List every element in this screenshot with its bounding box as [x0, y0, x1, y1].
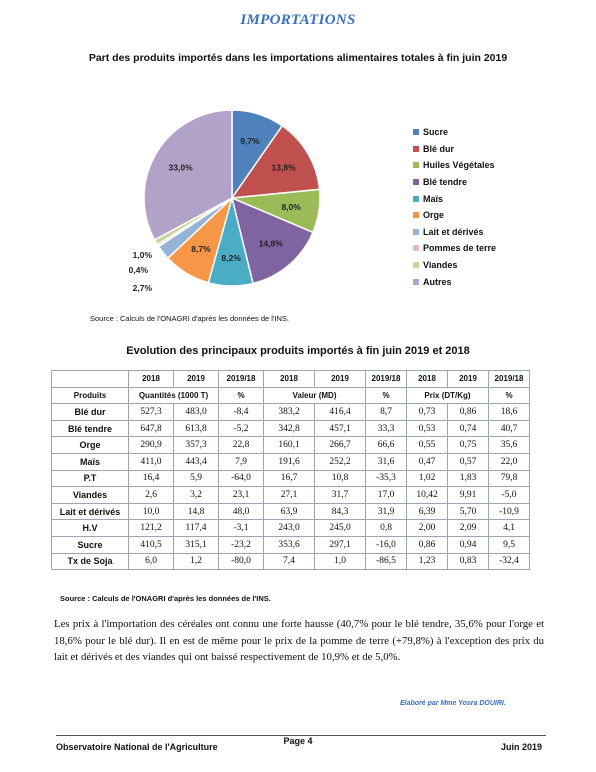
table-row [52, 470, 530, 487]
table-cell: 22,0 [489, 453, 530, 470]
slice-label: 2,7% [132, 283, 152, 293]
footer-date: Juin 2019 [500, 742, 542, 752]
analysis-paragraph: Les prix à l'importation des céréales ont connu une forte hausse (40,7% pour le blé tendre, 35,6% pour l'orge et 18,6% pour le blé dur). Il en est de même pour le prix de la pomme de terre (+79,8%) à l'exception des prix du lait et dérivés et des viandes qui ont baissé respectivement de 10,9% et de 5,0%. [54, 618, 544, 663]
table-cell: -64,0 [219, 470, 264, 487]
table-cell: -5,0 [489, 487, 530, 504]
table-cell: 383,2 [264, 404, 315, 421]
table-cell: 40,7 [489, 420, 530, 437]
legend-swatch [413, 245, 419, 251]
table-cell: 16,7 [264, 470, 315, 487]
header-quantites: Quantités (1000 T) [129, 387, 219, 404]
table-cell: 5,9 [174, 470, 219, 487]
table-row [52, 536, 530, 553]
legend-item [413, 240, 496, 257]
product-name-cell: Blé tendre [52, 420, 129, 437]
table-years-row [52, 371, 530, 388]
table-cell: 0,47 [407, 453, 448, 470]
slice-label: 0,4% [128, 265, 148, 275]
table-cell: 1,02 [407, 470, 448, 487]
page-title: IMPORTATIONS [240, 12, 356, 28]
table-cell: 443,4 [174, 453, 219, 470]
legend-item [413, 224, 496, 241]
header-pct: % [366, 387, 407, 404]
chart-legend [413, 124, 496, 290]
table-cell: 297,1 [315, 536, 366, 553]
table-cell: 0,55 [407, 437, 448, 454]
product-name-cell: Maïs [52, 453, 129, 470]
table-cell: -80,0 [219, 553, 264, 570]
table-cell: 5,70 [448, 503, 489, 520]
legend-item [413, 124, 496, 141]
legend-label: Viandes [423, 260, 458, 271]
product-name-cell: Viandes [52, 487, 129, 504]
table-source-note: Source : Calculs de l'ONAGRI d'après les données de l'INS. [60, 594, 271, 603]
table-header-row [52, 387, 530, 404]
table-cell: 84,3 [315, 503, 366, 520]
table-cell: 245,0 [315, 520, 366, 537]
product-name-cell: Lait et dérivés [52, 503, 129, 520]
chart-source-note: Source : Calculs de l'ONAGRI d'après les données de l'INS. [90, 314, 289, 323]
table-cell: 290,9 [129, 437, 174, 454]
slice-label: 8,0% [281, 202, 301, 213]
table-cell: 0,83 [448, 553, 489, 570]
table-cell: 2,6 [129, 487, 174, 504]
table-cell: 10,0 [129, 503, 174, 520]
table-cell: 117,4 [174, 520, 219, 537]
table-cell: 63,9 [264, 503, 315, 520]
table-cell: 48,0 [219, 503, 264, 520]
table-cell: 1,23 [407, 553, 448, 570]
legend-item [413, 157, 496, 174]
table-row [52, 553, 530, 570]
table-cell: 31,6 [366, 453, 407, 470]
table-cell: 410,5 [129, 536, 174, 553]
header-blank [52, 371, 129, 388]
legend-swatch [413, 229, 419, 235]
table-cell: 0,86 [448, 404, 489, 421]
table-cell: 31,9 [366, 503, 407, 520]
page-number: Page 4 [283, 736, 313, 746]
slice-label: 9,7% [240, 135, 260, 146]
slice-label: 13,8% [271, 162, 296, 173]
table-cell: 121,2 [129, 520, 174, 537]
table-cell: -8,4 [219, 404, 264, 421]
product-name-cell: Orge [52, 437, 129, 454]
legend-swatch [413, 179, 419, 185]
table-cell: 0,94 [448, 536, 489, 553]
table-cell: 0,73 [407, 404, 448, 421]
table-cell: 252,2 [315, 453, 366, 470]
year-cell: 2019 [174, 371, 219, 388]
year-cell: 2019/18 [219, 371, 264, 388]
table-cell: -35,3 [366, 470, 407, 487]
legend-label: Blé dur [423, 143, 455, 154]
slice-label: 1,0% [132, 250, 152, 260]
table-cell: 613,8 [174, 420, 219, 437]
year-cell: 2018 [129, 371, 174, 388]
table-cell: 411,0 [129, 453, 174, 470]
header-produits: Produits [52, 387, 129, 404]
legend-label: Maïs [423, 193, 444, 204]
legend-item [413, 273, 496, 290]
table-cell: 7,9 [219, 453, 264, 470]
pie-chart [120, 100, 410, 310]
legend-swatch [413, 212, 419, 218]
legend-label: Autres [423, 276, 452, 287]
year-cell: 2019/18 [489, 371, 530, 388]
legend-swatch [413, 162, 419, 168]
author-credit: Elaboré par Mme Yosra DOUIRI. [400, 700, 506, 707]
table-cell: 17,0 [366, 487, 407, 504]
legend-item [413, 207, 496, 224]
legend-swatch [413, 279, 419, 285]
table-cell: 0,74 [448, 420, 489, 437]
table-cell: 2,00 [407, 520, 448, 537]
table-cell: 7,4 [264, 553, 315, 570]
chart-title: Part des produits importés dans les importations alimentaires totales à fin juin 2019 [88, 52, 508, 64]
table-cell: 6,39 [407, 503, 448, 520]
legend-label: Lait et dérivés [423, 226, 484, 237]
table-cell: 0,75 [448, 437, 489, 454]
table-cell: 3,2 [174, 487, 219, 504]
table-row [52, 420, 530, 437]
legend-label: Sucre [423, 127, 449, 138]
header-valeur: Valeur (MD) [264, 387, 366, 404]
table-cell: 342,8 [264, 420, 315, 437]
imports-table [51, 370, 530, 570]
table-cell: -5,2 [219, 420, 264, 437]
table-cell: 416,4 [315, 404, 366, 421]
table-cell: 79,8 [489, 470, 530, 487]
table-cell: -10,9 [489, 503, 530, 520]
table-row [52, 520, 530, 537]
product-name-cell: Sucre [52, 536, 129, 553]
table-cell: 14,8 [174, 503, 219, 520]
table-cell: 9,5 [489, 536, 530, 553]
table-cell: 357,3 [174, 437, 219, 454]
table-cell: 2,09 [448, 520, 489, 537]
legend-item [413, 174, 496, 191]
table-cell: 22,8 [219, 437, 264, 454]
table-cell: 647,8 [129, 420, 174, 437]
legend-label: Huiles Végétales [423, 160, 495, 171]
table-cell: 1,2 [174, 553, 219, 570]
table-cell: 243,0 [264, 520, 315, 537]
table-cell: 160,1 [264, 437, 315, 454]
table-cell: 10,42 [407, 487, 448, 504]
table-cell: 315,1 [174, 536, 219, 553]
year-cell: 2019 [448, 371, 489, 388]
product-name-cell: Tx de Soja [52, 553, 129, 570]
table-cell: 33,3 [366, 420, 407, 437]
table-cell: 9,91 [448, 487, 489, 504]
slice-label: 8,2% [221, 252, 241, 263]
table-cell: 16,4 [129, 470, 174, 487]
legend-swatch [413, 262, 419, 268]
legend-label: Pommes de terre [423, 243, 497, 254]
legend-swatch [413, 129, 419, 135]
table-cell: 8,7 [366, 404, 407, 421]
table-cell: -86,5 [366, 553, 407, 570]
table-cell: -32,4 [489, 553, 530, 570]
table-cell: 0,57 [448, 453, 489, 470]
table-cell: 35,6 [489, 437, 530, 454]
table-cell: 27,1 [264, 487, 315, 504]
table-row [52, 503, 530, 520]
table-cell: 1,0 [315, 553, 366, 570]
slice-label: 14,8% [258, 238, 283, 249]
legend-item [413, 141, 496, 158]
table-cell: 0,53 [407, 420, 448, 437]
table-row [52, 404, 530, 421]
table-cell: 457,1 [315, 420, 366, 437]
table-cell: 0,8 [366, 520, 407, 537]
table-cell: 266,7 [315, 437, 366, 454]
table-cell: 4,1 [489, 520, 530, 537]
year-cell: 2019/18 [366, 371, 407, 388]
legend-swatch [413, 196, 419, 202]
table-cell: 31,7 [315, 487, 366, 504]
table-row [52, 437, 530, 454]
footer-organization: Observatoire National de l'Agriculture [56, 742, 218, 752]
legend-item [413, 257, 496, 274]
legend-swatch [413, 146, 419, 152]
table-cell: -3,1 [219, 520, 264, 537]
table-cell: -23,2 [219, 536, 264, 553]
table-cell: 1,83 [448, 470, 489, 487]
table-cell: 353,6 [264, 536, 315, 553]
table-cell: -16,0 [366, 536, 407, 553]
slice-label: 33,0% [168, 162, 193, 173]
year-cell: 2019 [315, 371, 366, 388]
header-pct: % [219, 387, 264, 404]
table-cell: 6,0 [129, 553, 174, 570]
legend-label: Blé tendre [423, 177, 468, 188]
table-cell: 23,1 [219, 487, 264, 504]
table-cell: 10,8 [315, 470, 366, 487]
header-prix: Prix (DT/Kg) [407, 387, 489, 404]
table-cell: 0,86 [407, 536, 448, 553]
table-cell: 18,6 [489, 404, 530, 421]
product-name-cell: Blé dur [52, 404, 129, 421]
table-cell: 66,6 [366, 437, 407, 454]
table-cell: 191,6 [264, 453, 315, 470]
year-cell: 2018 [407, 371, 448, 388]
header-pct: % [489, 387, 530, 404]
table-title: Evolution des principaux produits importés à fin juin 2019 et 2018 [126, 345, 470, 357]
table-row [52, 453, 530, 470]
product-name-cell: P.T [52, 470, 129, 487]
slice-label: 8,7% [191, 244, 211, 255]
table-cell: 527,3 [129, 404, 174, 421]
product-name-cell: H.V [52, 520, 129, 537]
table-row [52, 487, 530, 504]
year-cell: 2018 [264, 371, 315, 388]
table-cell: 483,0 [174, 404, 219, 421]
legend-label: Orge [423, 210, 445, 221]
legend-item [413, 190, 496, 207]
